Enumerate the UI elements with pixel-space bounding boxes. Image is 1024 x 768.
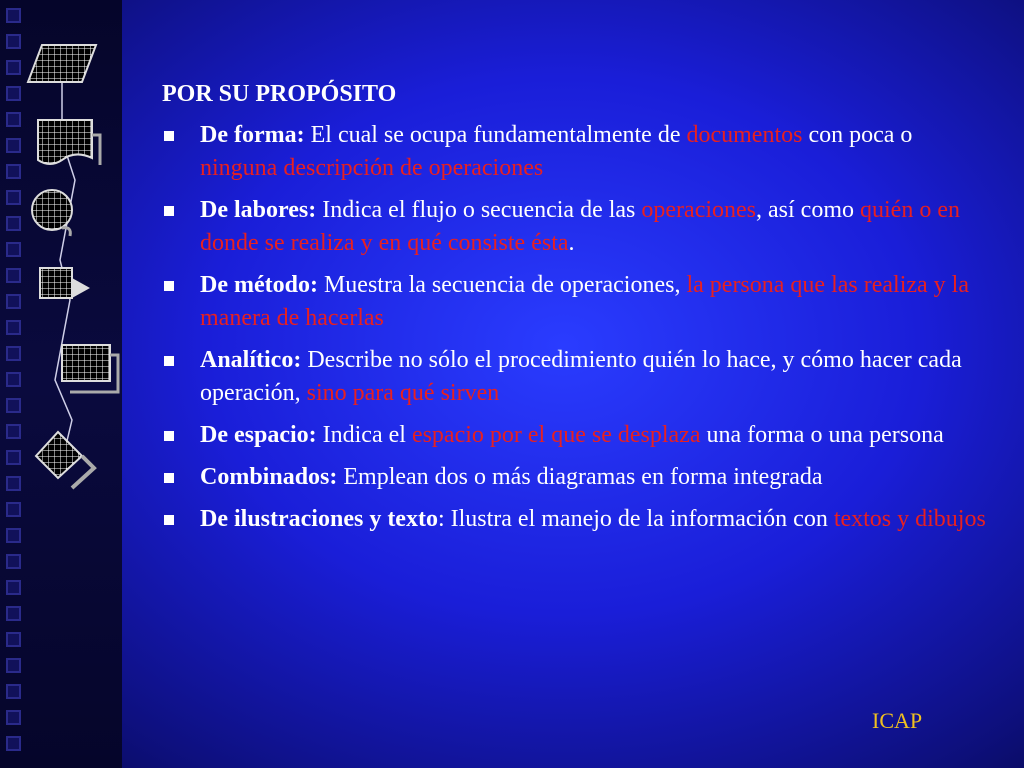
list-item — [160, 344, 990, 410]
list-item — [160, 503, 990, 536]
list-item — [160, 419, 990, 452]
list-item — [160, 461, 990, 494]
item-highlight: documentos — [686, 122, 803, 148]
square-bullet-icon — [164, 356, 174, 366]
list-item — [160, 269, 990, 335]
item-term: Analítico: — [200, 347, 302, 373]
footer-label: ICAP — [872, 708, 923, 733]
square-bullet-icon — [164, 431, 174, 441]
item-text: Describe no sólo el procedimiento quién lo hace, y cómo hacer cada operación, — [200, 347, 962, 406]
square-bullet-icon — [164, 515, 174, 525]
left-decorative-strip — [0, 0, 122, 768]
square-bullet-icon — [164, 281, 174, 291]
item-term: De labores: — [200, 197, 317, 223]
square-bullet-icon — [164, 473, 174, 483]
square-bullet-icon — [164, 131, 174, 141]
item-term: De espacio: — [200, 422, 317, 448]
list-item — [160, 194, 990, 260]
slide-content — [160, 78, 990, 545]
slide-heading: POR SU PROPÓSITO — [162, 81, 397, 107]
item-term: Combinados: — [200, 464, 338, 490]
item-highlight: espacio por el que se desplaza — [411, 422, 701, 448]
item-highlight: operaciones — [641, 197, 757, 223]
item-text: con poca o — [802, 122, 913, 148]
item-text: Emplean dos o más diagramas en forma integrada — [337, 464, 823, 490]
list-item — [160, 119, 990, 185]
item-text: El cual se ocupa fundamentalmente de — [304, 122, 687, 148]
item-highlight: textos y dibujos — [833, 506, 986, 532]
item-term: De forma: — [200, 122, 305, 148]
flowchart-symbols-graphic — [0, 0, 122, 768]
item-text: una forma o una persona — [700, 422, 944, 448]
item-text: Indica el flujo o secuencia de las — [316, 197, 642, 223]
item-term: De método: — [200, 272, 318, 298]
item-text: Indica el — [316, 422, 412, 448]
item-highlight: la persona que las realiza y la manera de hacerlas — [200, 272, 969, 331]
item-text: : Ilustra el manejo de la información con — [437, 506, 834, 532]
item-text: Muestra la secuencia de operaciones, — [317, 272, 687, 298]
item-highlight: quién o en donde se realiza y en qué consiste ésta — [200, 197, 960, 256]
bullet-list — [160, 119, 990, 536]
item-highlight: ninguna descripción de operaciones — [200, 155, 544, 181]
item-text: , así como — [756, 197, 860, 223]
square-bullet-icon — [164, 206, 174, 216]
item-term: De ilustraciones y texto — [200, 506, 438, 532]
item-highlight: sino para qué sirven — [306, 380, 500, 406]
item-text: . — [568, 230, 575, 256]
